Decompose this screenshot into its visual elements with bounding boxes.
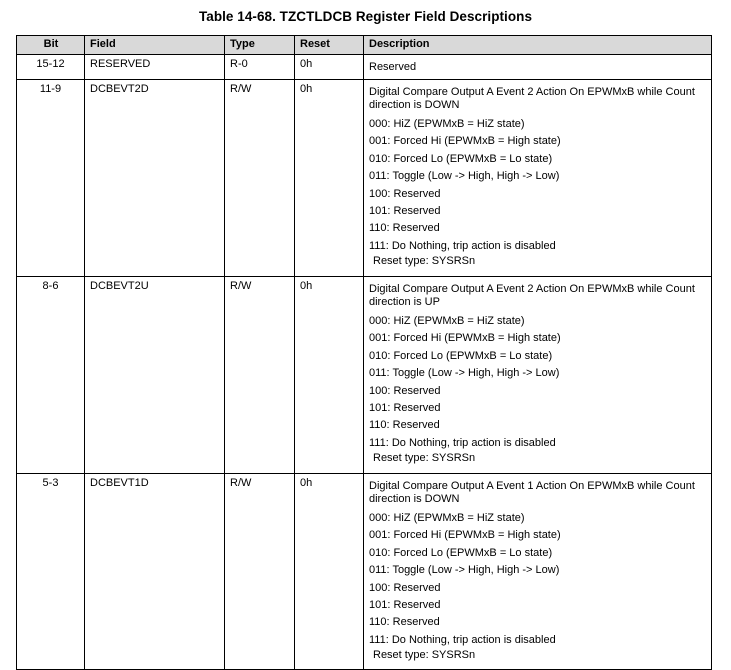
option-item: 101: Reserved xyxy=(369,402,441,415)
cell-field: DCBEVT2D xyxy=(85,80,225,277)
column-header-type: Type xyxy=(225,36,295,55)
header-row xyxy=(17,36,712,55)
cell-description xyxy=(364,277,712,474)
option-item: 011: Toggle (Low -> High, High -> Low) xyxy=(369,564,560,577)
cell-type: R/W xyxy=(225,80,295,277)
reset-type-note: Reset type: SYSRSn xyxy=(373,255,476,268)
cell-reset: 0h xyxy=(295,80,364,277)
cell-type: R/W xyxy=(225,474,295,670)
table-row xyxy=(17,55,712,80)
option-item: 101: Reserved xyxy=(369,205,441,218)
table-title: Table 14-68. TZCTLDCB Register Field Descriptions xyxy=(198,9,532,24)
table-row xyxy=(17,474,712,670)
cell-bit: 11-9 xyxy=(17,80,85,277)
option-item: 001: Forced Hi (EPWMxB = High state) xyxy=(369,135,561,148)
option-item: 100: Reserved xyxy=(369,581,441,594)
option-item: 110: Reserved xyxy=(369,222,440,235)
table-row xyxy=(17,277,712,474)
option-item: 110: Reserved xyxy=(369,419,440,432)
cell-field: DCBEVT2U xyxy=(85,277,225,474)
option-item: 010: Forced Lo (EPWMxB = Lo state) xyxy=(369,546,553,559)
option-item: 000: HiZ (EPWMxB = HiZ state) xyxy=(369,315,525,327)
cell-reset: 0h xyxy=(295,55,364,80)
column-header-reset: Reset xyxy=(295,36,364,55)
cell-reset: 0h xyxy=(295,277,364,474)
reset-type-note: Reset type: SYSRSn xyxy=(373,452,476,465)
cell-field: RESERVED xyxy=(85,55,225,80)
option-item: 110: Reserved xyxy=(369,616,440,629)
cell-type: R/W xyxy=(225,277,295,474)
option-item: 100: Reserved xyxy=(369,384,441,397)
table-header xyxy=(17,36,712,55)
cell-description: Reserved xyxy=(364,55,712,80)
option-item: 111: Do Nothing, trip action is disabled xyxy=(369,239,556,252)
option-item: 000: HiZ (EPWMxB = HiZ state) xyxy=(369,118,525,130)
column-header-bit: Bit xyxy=(17,36,85,55)
option-item: 111: Do Nothing, trip action is disabled xyxy=(369,633,556,646)
option-item: 001: Forced Hi (EPWMxB = High state) xyxy=(369,332,561,345)
cell-reset: 0h xyxy=(295,474,364,670)
table-row xyxy=(17,80,712,277)
option-item: 101: Reserved xyxy=(369,599,441,612)
option-item: 000: HiZ (EPWMxB = HiZ state) xyxy=(369,512,525,524)
option-item: 011: Toggle (Low -> High, High -> Low) xyxy=(369,170,560,183)
option-item: 010: Forced Lo (EPWMxB = Lo state) xyxy=(369,349,553,362)
option-item: 001: Forced Hi (EPWMxB = High state) xyxy=(369,529,561,542)
cell-bit: 8-6 xyxy=(17,277,85,474)
option-item: 010: Forced Lo (EPWMxB = Lo state) xyxy=(369,152,553,165)
cell-bit: 15-12 xyxy=(17,55,85,80)
cell-field: DCBEVT1D xyxy=(85,474,225,670)
cell-description xyxy=(364,474,712,670)
description-text: Digital Compare Output A Event 2 Action On EPWMxB while Count direction is DOWN xyxy=(369,86,695,111)
option-item: 111: Do Nothing, trip action is disabled xyxy=(369,436,556,449)
option-item: 011: Toggle (Low -> High, High -> Low) xyxy=(369,367,560,380)
cell-description xyxy=(364,80,712,277)
reset-type-note: Reset type: SYSRSn xyxy=(373,649,476,662)
description-text: Digital Compare Output A Event 2 Action On EPWMxB while Count direction is UP xyxy=(369,283,695,308)
register-field-table xyxy=(16,35,712,670)
description-text: Digital Compare Output A Event 1 Action On EPWMxB while Count direction is DOWN xyxy=(369,480,695,505)
table-body xyxy=(17,55,712,670)
option-item: 100: Reserved xyxy=(369,187,441,200)
cell-type: R-0 xyxy=(225,55,295,80)
cell-bit: 5-3 xyxy=(17,474,85,670)
column-header-field: Field xyxy=(85,36,225,55)
column-header-description: Description xyxy=(364,36,712,55)
